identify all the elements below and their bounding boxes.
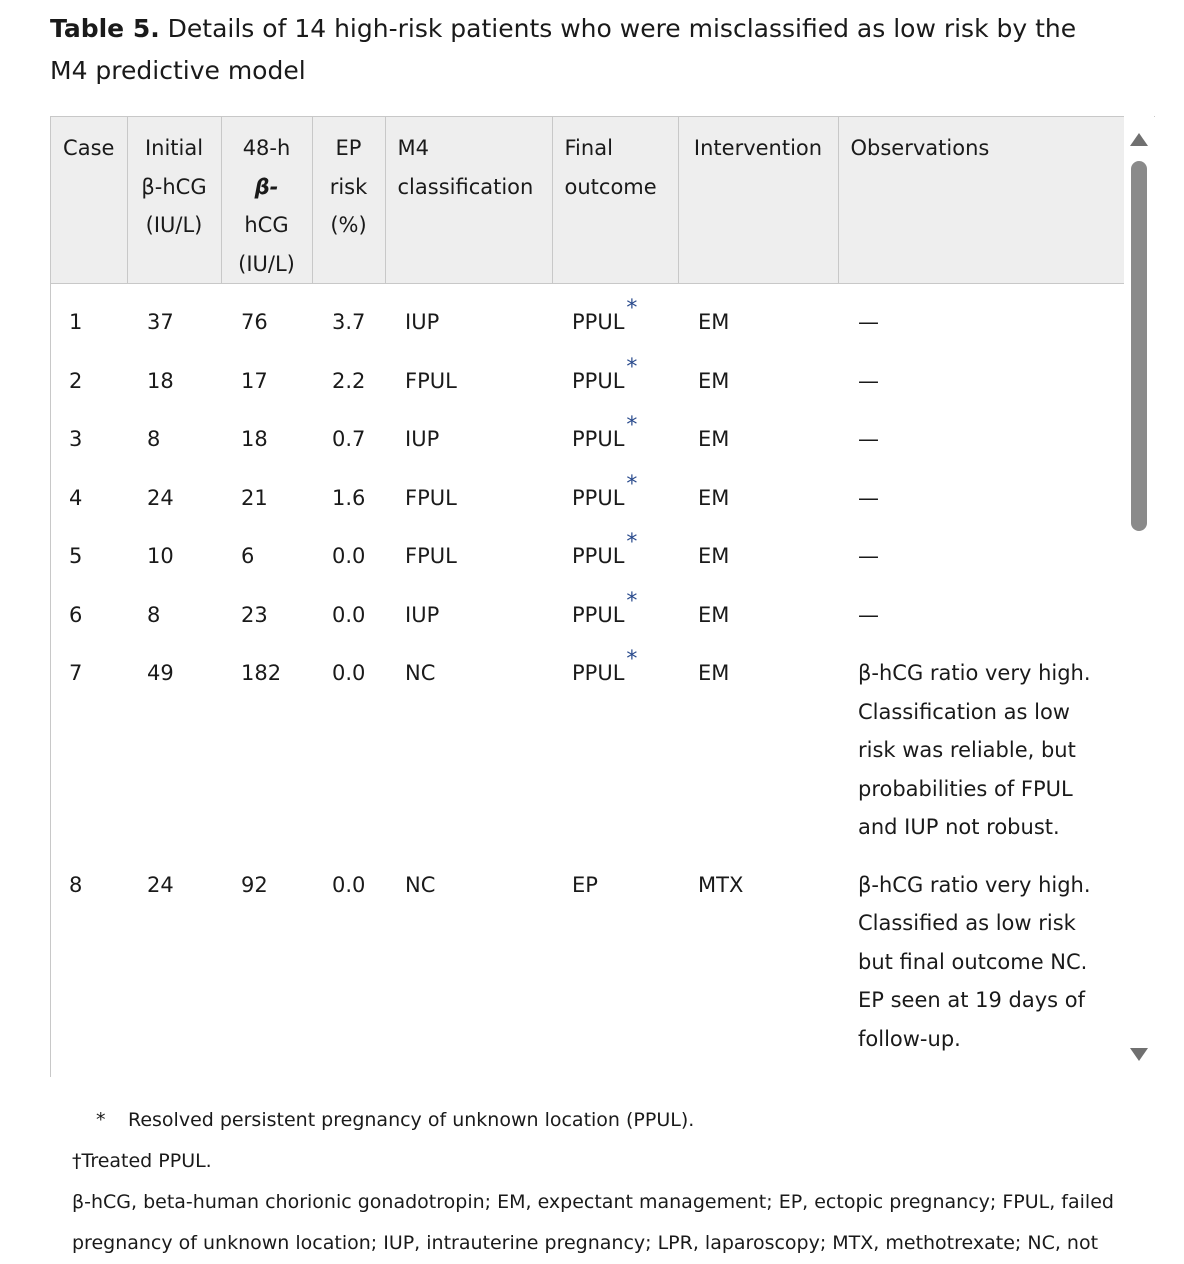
col-header-observations: Observations: [838, 117, 1125, 284]
table-caption: [50, 8, 1110, 92]
cell-initial-hcg: 24: [147, 485, 174, 510]
cell-final-outcome: [552, 284, 678, 362]
cell-final-outcome: [552, 413, 678, 479]
observation-line: Classified as low risk: [858, 911, 1076, 935]
cell-observations: [838, 866, 1125, 1078]
col-header-case: Case: [51, 117, 127, 284]
caption-text: Details of 14 high-risk patients who were misclassified as low risk by the M4 predictive model: [50, 14, 1077, 85]
cell-observations: [838, 537, 1125, 596]
footnote-star-link[interactable]: *: [626, 413, 638, 438]
footnote-star-link[interactable]: *: [626, 588, 638, 614]
table-row: [51, 537, 1125, 596]
col-header-48h-hcg: 48-h β- hCG (IU/L): [221, 117, 312, 284]
outcome-value: PPUL: [572, 368, 625, 393]
footnote-star-link[interactable]: *: [626, 647, 638, 672]
table-row: [51, 284, 1125, 362]
observation-line: and IUP not robust.: [858, 815, 1060, 839]
footnote-star-text: Resolved persistent pregnancy of unknown location (PPUL).: [128, 1109, 695, 1131]
table-header-row: [51, 117, 1125, 284]
cell-case: 5: [69, 544, 83, 568]
outcome-value: PPUL: [572, 427, 625, 451]
cell-case: 8: [69, 872, 83, 897]
col-header-intervention: Intervention: [678, 117, 838, 284]
outcome-value: PPUL: [572, 544, 625, 568]
cell-48h-hcg: 6: [241, 544, 255, 568]
cell-intervention: MTX: [698, 872, 744, 897]
scroll-thumb[interactable]: [1131, 161, 1147, 531]
cell-m4-classification: NC: [405, 872, 436, 897]
footnote-star: [72, 1100, 1132, 1141]
cell-initial-hcg: 18: [147, 368, 174, 393]
table-row: [51, 654, 1125, 866]
cell-m4-classification: IUP: [405, 427, 440, 451]
col-header-final-outcome: Final outcome: [552, 117, 678, 284]
table-content: [51, 117, 1125, 1077]
cell-case: 2: [69, 368, 83, 393]
observation-line: —: [858, 310, 879, 334]
cell-case: 4: [69, 485, 83, 510]
footnote-star-symbol: *: [96, 1109, 106, 1131]
cell-intervention: EM: [698, 368, 730, 393]
table-row: [51, 479, 1125, 538]
observation-line: probabilities of FPUL: [858, 776, 1073, 801]
observation-line: β-hCG ratio very high.: [858, 661, 1091, 685]
outcome-value: PPUL: [572, 602, 625, 627]
cell-ep-risk: 0.0: [332, 661, 366, 685]
cell-final-outcome: [552, 866, 678, 1078]
cell-initial-hcg: 8: [147, 427, 161, 451]
cell-initial-hcg: 49: [147, 661, 174, 685]
footnote-dagger: †Treated PPUL.: [72, 1150, 212, 1172]
col-header-ep-risk: EP risk (%): [312, 117, 385, 284]
cell-ep-risk: 2.2: [332, 368, 366, 393]
observation-line: —: [858, 368, 879, 393]
cell-ep-risk: 0.0: [332, 602, 366, 627]
scroll-down-icon[interactable]: [1130, 1048, 1148, 1061]
cell-observations: [838, 479, 1125, 538]
cell-observations: [838, 654, 1125, 866]
outcome-value: PPUL: [572, 310, 625, 334]
observation-line: Classification as low: [858, 699, 1070, 724]
cell-case: 6: [69, 602, 83, 627]
cell-initial-hcg: 8: [147, 602, 161, 627]
cell-final-outcome: [552, 530, 678, 596]
footnote-abbreviations-line2: pregnancy of unknown location; IUP, intrauterine pregnancy; LPR, laparoscopy; MTX, methotrexate; NC, not: [72, 1232, 1099, 1254]
cell-intervention: EM: [698, 485, 730, 510]
cell-initial-hcg: 37: [147, 310, 174, 334]
cell-ep-risk: 1.6: [332, 485, 366, 510]
cell-observations: [838, 362, 1125, 421]
table-footnotes: [72, 1100, 1132, 1264]
scroll-up-icon[interactable]: [1130, 133, 1148, 146]
footnote-star-link[interactable]: *: [626, 296, 638, 321]
observation-line: risk was reliable, but: [858, 738, 1076, 762]
cell-case: 7: [69, 661, 83, 685]
cell-m4-classification: IUP: [405, 310, 440, 334]
cell-48h-hcg: 23: [241, 602, 268, 627]
footnote-star-link[interactable]: *: [626, 354, 638, 380]
table-body: [51, 284, 1125, 1078]
footnote-star-link[interactable]: *: [626, 471, 638, 497]
cell-ep-risk: 3.7: [332, 310, 366, 334]
cell-initial-hcg: 10: [147, 544, 174, 568]
footnote-abbreviations-line1: β-hCG, beta-human chorionic gonadotropin; EM, expectant management; EP, ectopic pregnancy; FPUL, failed: [72, 1191, 1114, 1213]
cell-ep-risk: 0.7: [332, 427, 366, 451]
cell-48h-hcg: 18: [241, 427, 268, 451]
table-row: [51, 866, 1125, 1078]
observation-line: β-hCG ratio very high.: [858, 872, 1091, 897]
table-scrollbar[interactable]: [1124, 116, 1154, 1076]
cell-m4-classification: FPUL: [405, 368, 457, 393]
cell-final-outcome: [552, 588, 678, 655]
observation-line: —: [858, 602, 879, 627]
observation-line: —: [858, 485, 879, 510]
table-row: [51, 596, 1125, 655]
cell-m4-classification: FPUL: [405, 485, 457, 510]
outcome-value: EP: [572, 872, 598, 897]
cell-48h-hcg: 182: [241, 661, 282, 685]
cell-48h-hcg: 76: [241, 310, 268, 334]
col-header-m4-classification: M4 classification: [385, 117, 552, 284]
caption-label: Table 5.: [50, 14, 160, 43]
cell-intervention: EM: [698, 544, 730, 568]
cell-initial-hcg: 24: [147, 872, 174, 897]
cell-48h-hcg: 17: [241, 368, 268, 393]
cell-ep-risk: 0.0: [332, 872, 366, 897]
table-scroll-container[interactable]: [50, 116, 1155, 1077]
observation-line: EP seen at 19 days of: [858, 988, 1086, 1012]
observation-line: follow-up.: [858, 1026, 961, 1051]
observation-line: —: [858, 427, 879, 451]
cell-intervention: EM: [698, 602, 730, 627]
observation-line: but final outcome NC.: [858, 949, 1088, 974]
cell-48h-hcg: 92: [241, 872, 268, 897]
cell-48h-hcg: 21: [241, 485, 268, 510]
cell-case: 1: [69, 310, 83, 334]
table-row: [51, 420, 1125, 479]
cell-ep-risk: 0.0: [332, 544, 366, 568]
cell-observations: [838, 420, 1125, 479]
cell-m4-classification: NC: [405, 661, 436, 685]
cell-final-outcome: [552, 647, 678, 866]
cell-intervention: EM: [698, 661, 730, 685]
cell-case: 3: [69, 427, 83, 451]
observation-line: —: [858, 544, 879, 568]
patients-table: [51, 117, 1125, 1077]
cell-final-outcome: [552, 471, 678, 538]
cell-m4-classification: IUP: [405, 602, 440, 627]
cell-observations: [838, 284, 1125, 362]
cell-m4-classification: FPUL: [405, 544, 457, 568]
footnote-star-link[interactable]: *: [626, 530, 638, 555]
cell-final-outcome: [552, 354, 678, 421]
cell-intervention: EM: [698, 427, 730, 451]
cell-observations: [838, 596, 1125, 655]
outcome-value: PPUL: [572, 661, 625, 685]
outcome-value: PPUL: [572, 485, 625, 510]
col-header-initial-hcg: Initial β-hCG (IU/L): [127, 117, 221, 284]
table-row: [51, 362, 1125, 421]
cell-intervention: EM: [698, 310, 730, 334]
